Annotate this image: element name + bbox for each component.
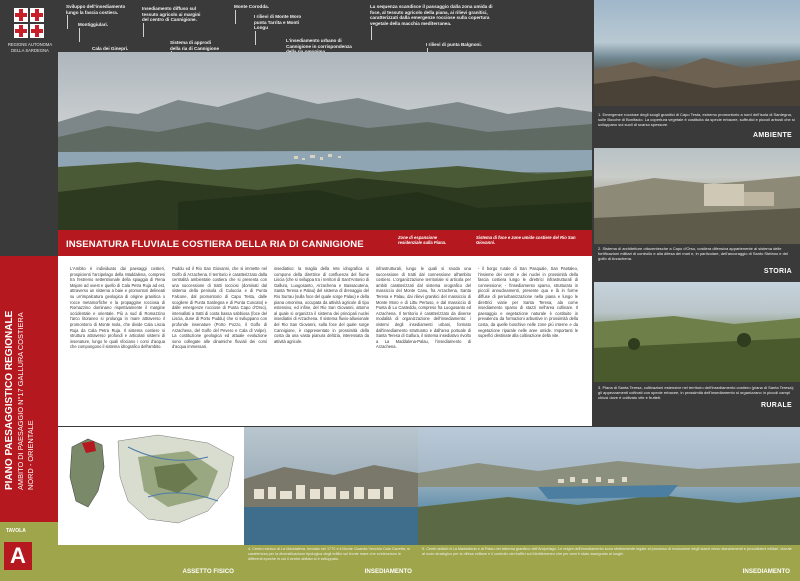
rocky-coast-image (594, 0, 800, 106)
photo-storia (594, 148, 800, 244)
text-column-1: L'Ambito è individuato dai paesaggi costieri, prospicienti l'arcipelago della Maddalena, compresi tra l'estremo settentrionale della spiaggia di Rena Majore ad ovest e quello di Cala Petra Ruja ad est, attraverso un sistema a baie e promontori delineati su un'impalcatura geologica di origine granitica o rocce metamorfiche e la propaggine rocciosa di Romazzino dominano rispettivamente il margine occidentale e orientale. Più a sud di Romazzino l'arco litoraneo si prolunga in mare attraverso il promontorio di Monte Isola, che divide Cala Liscia Ruja da Cala Petra Ruja. Il sistema costiero si struttura attraverso profondi e articolati sistemi di insenature, lungo le quali sfociano i corsi d'acqua che compongono il sistema idrografico dell'ambito. (70, 266, 165, 350)
photo-rurale (594, 282, 800, 382)
annotation-5: Sistema di approdi della ria di Cannigione (170, 40, 222, 51)
title-strip (58, 230, 592, 256)
logo-text: REGIONE AUTONOMA DELLA SARDEGNA (7, 42, 53, 53)
description-text-area (58, 256, 592, 426)
label-insediamento-2: INSEDIAMENTO (742, 568, 790, 575)
fortification-image (594, 148, 800, 244)
page-title: INSENATURA FLUVIALE COSTIERA DELLA RIA DI CANNIGIONE (66, 239, 364, 250)
archipelago-aerial-image (418, 427, 800, 545)
tavola-box (0, 522, 58, 581)
tavola-label: TAVOLA (6, 528, 26, 534)
annotation-6: Monte Corodda. (234, 4, 274, 10)
caption-insediamento-2: 5. Centri abitati di La Maddalena e di Palau nel sistema granitico dell'Arcipelago. Le origini dell'insediamento sono strettamente legate al processo di evoluzione degli stazzi verso stanziamenti e piccolissimi militari, dovute al ruolo strategico per la difesa militare e il controllo dei traffici sul Mediterraneo che per anni è stato assegnato ai luoghi. (422, 547, 792, 556)
text-column-2: Puddu ed il Rio San Giovanni, che si immette nel Golfo di Arzachena. Il territorio è caratterizzato dalla centralità ambientale costiera che si presenta con una successione di tratti rocciosi (dominati dal sistema della penisola di Culuccia e di Punta Falcone, dal promontorio di Capo Testa, dalle scogliere di Punta Sardegna e di Punta Cuncato) e dalle emergenze rocciose di Punta Capo d'Orso), intervallati a tratti di costa bassa sabbiosa (foce del Liscia, dune di Porto Puddu) che si sviluppano con profonde insenature (Porto Pozzo, il Golfo di Arzachena, del Golfo del Pevero e Cala di Volpe). La costituzione geologica ed attuale evoluzione sono collegate alle dinamiche fluviali dei corsi d'acqua immessari. (172, 266, 267, 350)
annotation-2: Montiggiulari. (78, 22, 118, 28)
tavola-letter: A (4, 542, 32, 570)
caption-storia: 2. Sistema di architetture ottocentesche a Capo d'Orso, costiera difensiva appartenente al sistema delle fortificazioni militari di controllo e alla difesa dei mari e, in particolare, dell'ancoraggio di Santo Stefano e del golfo di Arzachena. (598, 246, 788, 261)
rural-landscape-image (594, 282, 800, 382)
band-note-1: Zone di espansione residenziale sulla Piana. (398, 235, 447, 245)
label-rurale: RURALE (761, 402, 792, 409)
label-assetto-fisico: ASSETTO FISICO (182, 568, 234, 575)
annotation-bar (58, 0, 592, 60)
panorama-landscape (58, 52, 592, 230)
territory-map (58, 427, 244, 581)
panorama-photo (58, 52, 592, 230)
town-waterfront-image (244, 427, 418, 545)
map-panel (58, 427, 244, 581)
caption-ambiente: 1. Emergenze rocciose degli scogli granitici di Capo Testa, estremo promontorio a nord dell'isola di Sardegna, sulle Bocche di Bonifacio. La copertura vegetale è costituita da specie erbacee, suffrutici e piccoli arbusti che si sviluppano sui suoli di scarso spessore. (598, 112, 795, 127)
annotation-10: I rilievi di punta Balgnoni. (426, 42, 486, 48)
label-ambiente: AMBIENTE (753, 132, 792, 139)
annotation-9: La sequenza scandisce il passaggio dalla zona umida di foce, al tessuto agricolo della piana, ai rilievi granitici, caratterizzati dalla emergenze rocciose sulla copertura vegetale della macchia mediterranea. (370, 4, 502, 26)
label-insediamento-1: INSEDIAMENTO (364, 568, 412, 575)
text-column-4: infrastrutturali, lungo le quali si snoda una successione di tratti dal connessione all'ambito costiero. L'organizzazione territoriale si articola per ambiti caratterizzati dal sistema orografico del massiccio del Monte Canu, fra Arzachena, Santa Teresa e Palau, dai rilievi granitici del massiccio di Monte Moro e di Littu Pertuso, e dal massiccio di Punta di Lu Casteddu, compreso fra Luogosanto ed Arzachena. Il territorio è caratterizzato da diverse modalità di organizzazione dell'insediamento: i sistemi degli insediamenti urbani, formato dall'insediamento strutturato e dall'area portuale di Santa Teresa di Gallura, il sistema insediativo rivolto a La Maddalena-Palau, l'insediamento di Arzachena. (376, 266, 471, 350)
photo-insediamento-1 (244, 427, 418, 581)
text-column-5: - il borgo rurale di San Pasquale, San Pantaleo, l'insieme dei centri e dei nuclei in prossimità della fascia costiera lungo le direttrici infrastrutturali di connessione; - l'insediamento sparso, strutturato in piccoli annucleamenti, presente qua e là in forme diffuse di periurbanizzazione nella piana e lungo le direttrici viarie per Santa Teresa, ala come insediamento sparso di stazzi nell'area collinare. Il paesaggio e vegetazione naturale è costituito in prevalenza da formazioni arbustive in prossimità della costa, da quelle boschive nelle zone più interne e da vegetazione riparale nelle aree umide. Importanti le superfici destinate alla coltivazione della vite. (478, 266, 578, 339)
vertical-title-line-2: AMBITO DI PAESAGGIO N°17 GALLURA COSTIERA (16, 312, 25, 490)
annotation-3: Cala dei Ginepri. (92, 46, 132, 52)
annotation-4: Insediamento diffuso sul tessuto agricolo ai margini del centro di Cannigione. (142, 6, 201, 23)
label-storia: STORIA (763, 268, 792, 275)
vertical-title-line-1: PIANO PAESAGGISTICO REGIONALE (4, 310, 15, 490)
band-note-2: Sistema di foce e zone umide costiere del Rio San Giovanni. (476, 235, 576, 245)
annotation-7: I rilievi di Monte Moro punta Tarrita e Monti Longu (254, 14, 306, 31)
vertical-title (4, 311, 35, 490)
caption-rurale: 3. Piana di Santa Teresa, coltivazioni estensive nel territorio dell'insediamento costiero (piana di Santa Teresa); gli appezzamenti coltivati con specie erbacee, in prossimità dell'insediamento si organizzano in piccoli campi chiusi dove è coltivato vite e frutteti. (598, 385, 795, 400)
photo-insediamento-2 (418, 427, 800, 581)
text-column-3: insediativo: la maglia della rete idrografica si compone della direttrice di confluenza del fiume Liscia (che si sviluppa tra i territori di Sant'Antonio di Gallura, Luogosanto, Arzachena e Bassacutena, Santa Teresa e Palau) del sistema di drenaggio del Rio Surrau (sulla foce del quale sorge Palau) e della piana omonima, occupata da attività agricole di tipo estensivo, ed infine, del Rio San Giovanni, attorno al quale si organizza il sistema dei principali nuclei insediativi di Arzachena. Il sistema fluvio-alluvionale del Rio San Giovanni, sulla foce del quale sorge Cannigione, è rappresentato in prossimità della costa da una vasta pianura deltizia, interessata da attività agricole. (274, 266, 369, 344)
photo-ambiente (594, 0, 800, 106)
annotation-1: Sviluppo dell'insediamento lungo la fascia costiera. (66, 4, 128, 15)
vertical-title-line-3: NORD - ORIENTALE (26, 420, 35, 490)
sardinia-flag-icon (14, 8, 44, 38)
caption-insediamento-1: 4. Centro storico di La Maddalena, fondato nel 1770 e il Monte Guardia Vecchia Cala Gavetta, si caratterizza per la diversificazione tipologica degli edifici sul fronte mare che evidenziano le differenti epoche in cui il centro abitato si è sviluppato. (248, 547, 410, 561)
annotation-8: L'insediamento urbano di Cannigione in corrispondenza (286, 38, 358, 55)
logo-box (0, 0, 58, 76)
